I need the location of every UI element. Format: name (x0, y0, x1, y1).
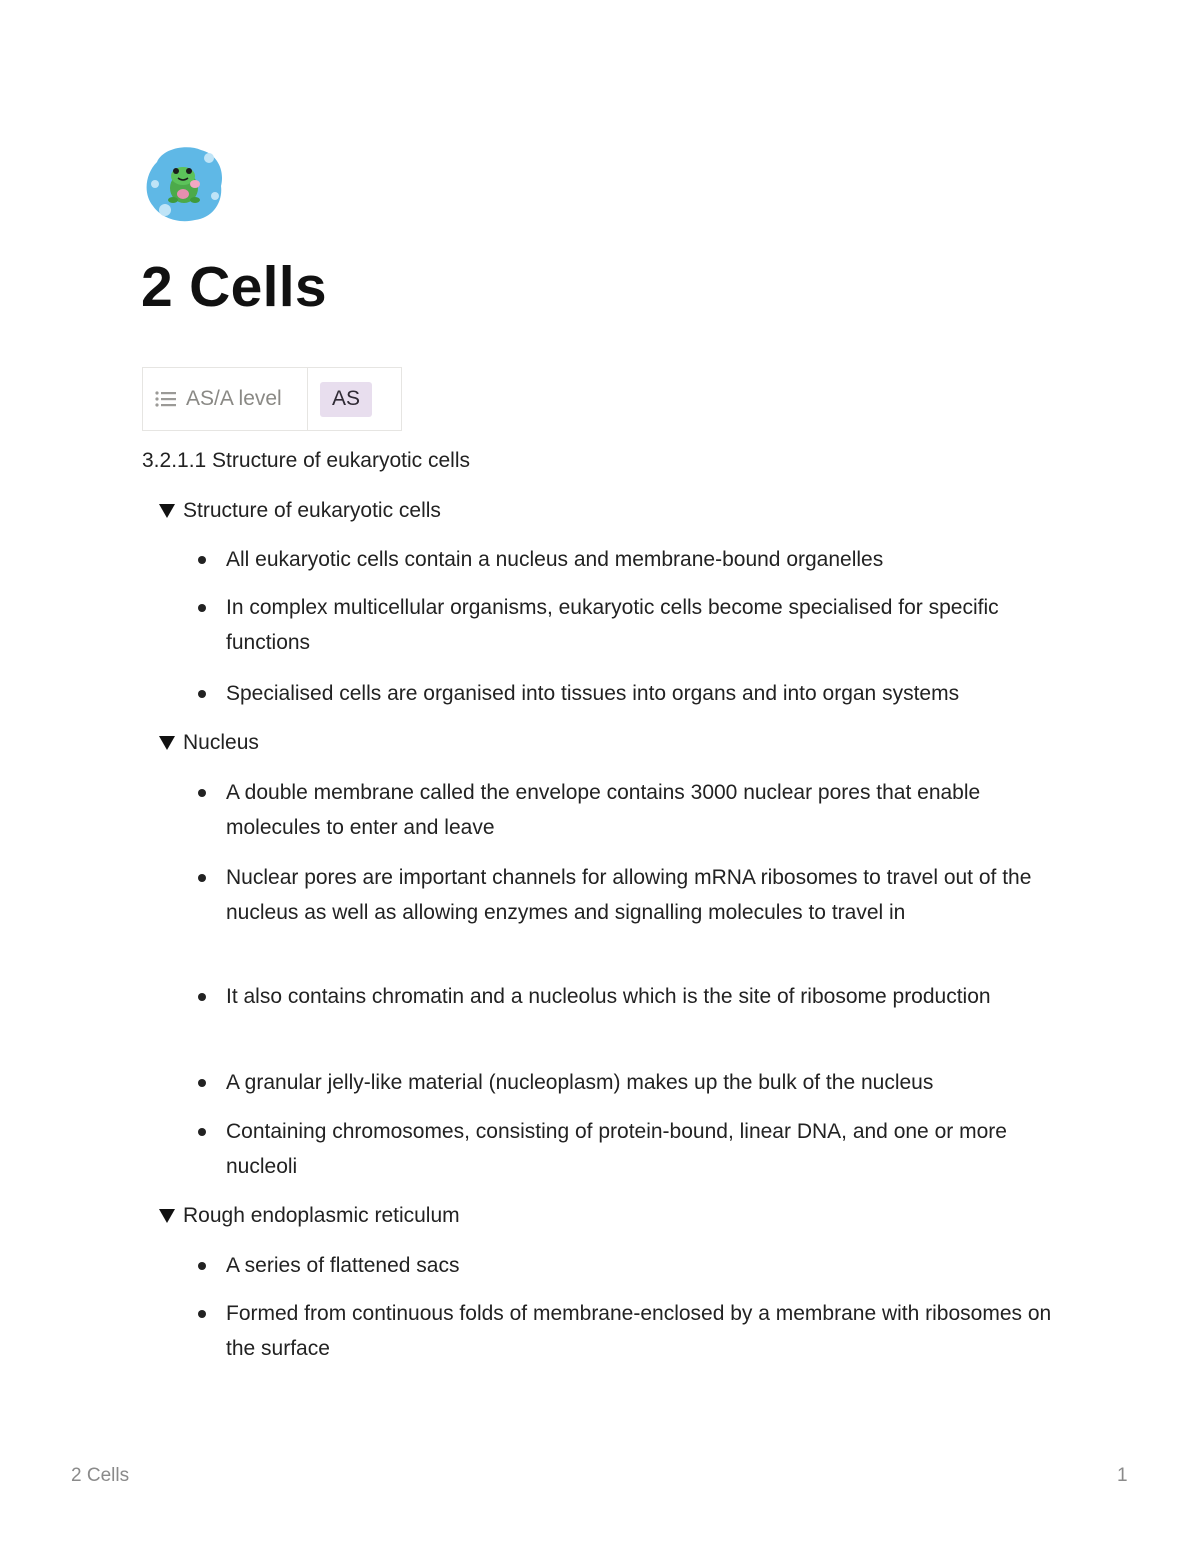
bullet-dot (198, 789, 206, 797)
list-item (198, 1248, 1058, 1283)
toggle-title: Nucleus (183, 731, 259, 754)
toggle-nucleus[interactable] (158, 728, 259, 758)
list-item (198, 1065, 1058, 1100)
toggle-title: Structure of eukaryotic cells (183, 499, 441, 522)
property-value[interactable] (308, 368, 401, 430)
list-item (198, 590, 1058, 660)
toggle-triangle-icon[interactable] (159, 736, 175, 750)
list-item-text: Containing chromosomes, consisting of protein-bound, linear DNA, and one or more nucleoli (226, 1120, 1007, 1178)
page-icon (143, 144, 225, 222)
list-item (198, 860, 1058, 930)
property-name-label: AS/A level (186, 387, 282, 410)
bullet-dot (198, 1262, 206, 1270)
list-item (198, 1296, 1058, 1366)
bullet-dot (198, 874, 206, 882)
list-item-text: All eukaryotic cells contain a nucleus and membrane-bound organelles (226, 548, 884, 571)
section-heading: 3.2.1.1 Structure of eukaryotic cells (142, 449, 470, 472)
toggle-rough-er[interactable] (158, 1201, 460, 1231)
list-item-text: In complex multicellular organisms, eukaryotic cells become specialised for specific functions (226, 596, 999, 654)
frog-on-blue-cloud-icon (143, 144, 225, 222)
list-item (198, 542, 1058, 577)
toggle-triangle-icon[interactable] (159, 1209, 175, 1223)
list-item (198, 1114, 1058, 1184)
bullet-dot (198, 1079, 206, 1087)
list-item-text: Specialised cells are organised into tissues into organs and into organ systems (226, 682, 960, 705)
bullet-dot (198, 556, 206, 564)
list-item-text: A double membrane called the envelope contains 3000 nuclear pores that enable molecules to enter and leave (226, 781, 981, 839)
list-item-text: A series of flattened sacs (226, 1254, 460, 1277)
footer-page-number: 1 (1117, 1465, 1128, 1486)
toggle-structure[interactable] (158, 496, 441, 526)
property-name (143, 368, 308, 430)
list-item-text: Formed from continuous folds of membrane-enclosed by a membrane with ribosomes on the surface (226, 1302, 1052, 1360)
bullet-dot (198, 604, 206, 612)
page-title: 2 Cells (141, 255, 327, 319)
bullet-dot (198, 690, 206, 698)
list-item (198, 676, 1058, 711)
footer-title: 2 Cells (71, 1465, 130, 1486)
list-item (198, 979, 1058, 1014)
list-item-text: A granular jelly-like material (nucleoplasm) makes up the bulk of the nucleus (226, 1071, 934, 1094)
toggle-title: Rough endoplasmic reticulum (183, 1204, 460, 1227)
list-icon (155, 390, 177, 408)
list-item (198, 775, 1058, 845)
list-item-text: It also contains chromatin and a nucleolus which is the site of ribosome production (226, 985, 991, 1008)
list-item-text: Nuclear pores are important channels for allowing mRNA ribosomes to travel out of the nucleus as well as allowing enzymes and signalling molecules to travel in (226, 866, 1032, 924)
bullet-dot (198, 993, 206, 1001)
property-tag[interactable]: AS (320, 382, 372, 417)
bullet-dot (198, 1310, 206, 1318)
toggle-triangle-icon[interactable] (159, 504, 175, 518)
property-row (142, 367, 402, 431)
bullet-dot (198, 1128, 206, 1136)
